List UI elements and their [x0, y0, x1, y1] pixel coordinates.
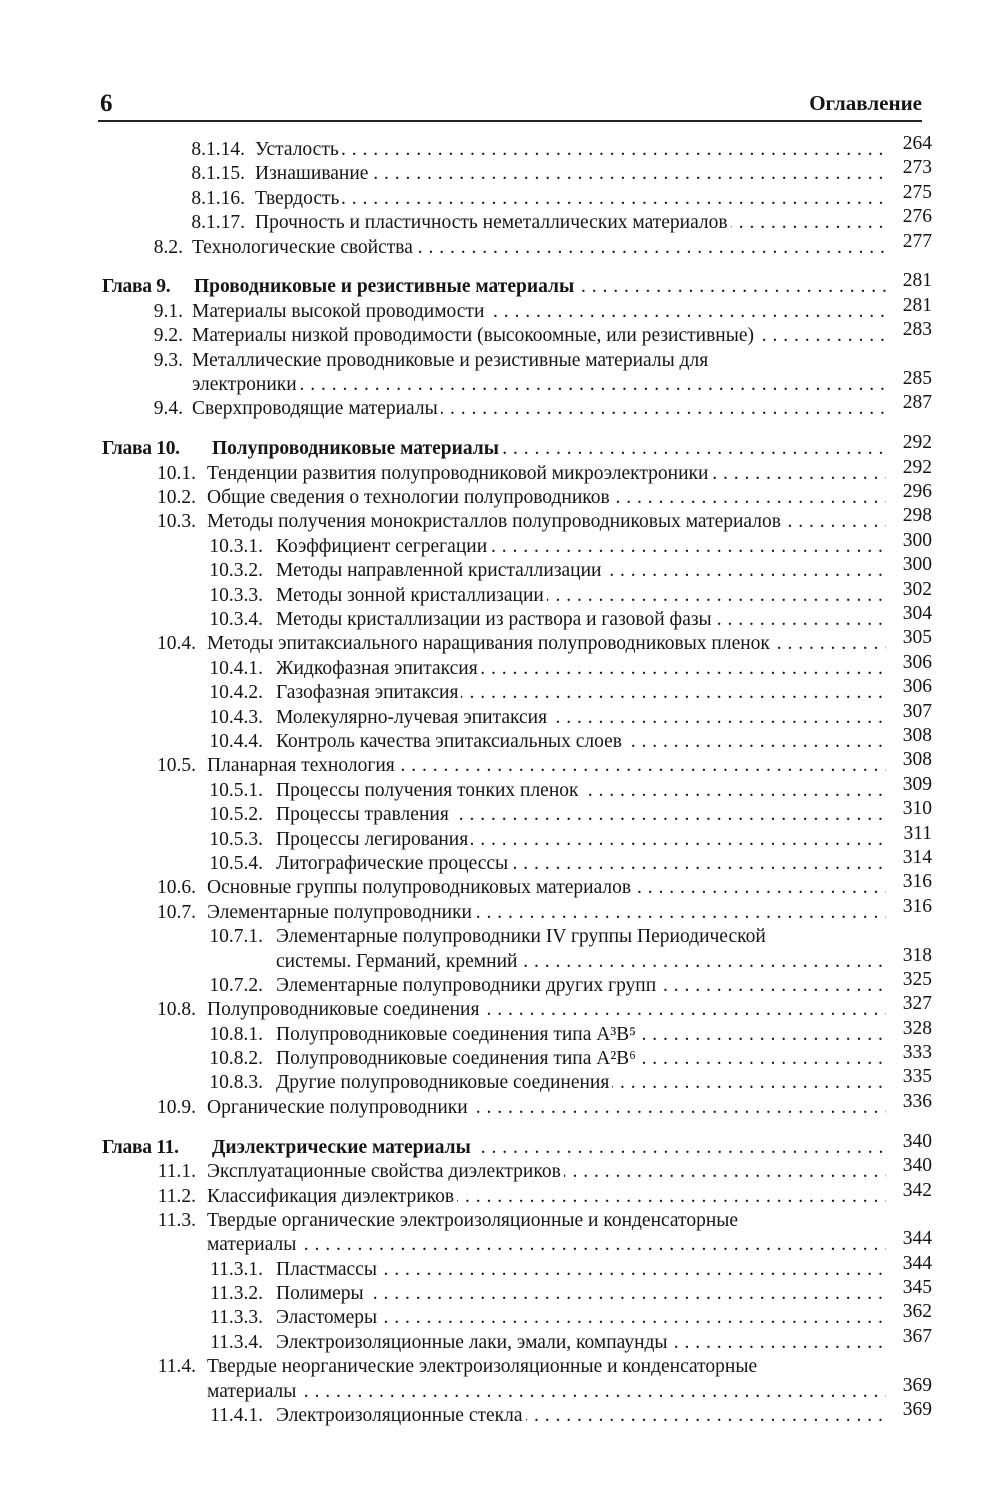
toc-entry-title-wrap: [276, 926, 932, 948]
toc-entry-number: 11.1.: [157, 1161, 196, 1183]
toc-entry-row[interactable]: [0, 578, 1000, 609]
toc-entry-title: Полимеры: [276, 1283, 367, 1304]
toc-page-number: 344: [888, 1228, 932, 1250]
toc-entry-row[interactable]: [0, 1325, 1000, 1356]
toc-entry-title-wrap: [276, 1072, 886, 1094]
toc-entry-title-wrap: [207, 1210, 932, 1232]
toc-entry-title-wrap: [276, 1024, 886, 1046]
toc-page-number: 340: [888, 1131, 932, 1153]
toc-entry-title: Полупроводниковые соединения типа A³B⁵: [276, 1024, 639, 1045]
toc-entry-number: 9.4.: [153, 398, 183, 420]
toc-entry-row[interactable]: [0, 1252, 1000, 1283]
toc-entry-title-wrap: [192, 350, 932, 372]
toc-entry-number: 10.5.4.: [209, 852, 263, 874]
toc-entry-title: Твердость: [255, 188, 342, 209]
toc-entry-title: Металлические проводниковые и резистивные материалы для: [192, 350, 711, 371]
toc-entry-number: Глава 9.: [102, 276, 171, 298]
toc-entry-row[interactable]: [0, 724, 1000, 755]
toc-entry-number: 9.2.: [153, 325, 183, 347]
table-of-contents: [0, 133, 1000, 1429]
toc-page-number: 292: [888, 432, 932, 454]
toc-page-number: 296: [888, 481, 932, 503]
toc-entry-title-wrap: [207, 487, 886, 509]
toc-entry-title: Коэффициент сегрегации: [276, 536, 490, 557]
toc-entry-title: Усталость: [255, 139, 342, 160]
toc-entry-number: Глава 11.: [102, 1136, 179, 1158]
toc-entry-row[interactable]: [0, 773, 1000, 804]
toc-entry-row[interactable]: [0, 350, 1000, 374]
toc-entry-number: 8.1.17.: [191, 212, 245, 234]
toc-entry-row[interactable]: [0, 926, 1000, 950]
toc-entry-title-wrap: [207, 1381, 886, 1403]
toc-entry-title: Элементарные полупроводники других групп: [276, 975, 659, 996]
toc-page-number: 327: [888, 993, 932, 1015]
toc-entry-title: Полупроводниковые материалы: [212, 438, 502, 459]
toc-entry-title: Прочность и пластичность неметаллических материалов: [255, 212, 731, 233]
toc-entry-number: 8.2.: [153, 236, 183, 258]
toc-entry-title: Классификация диэлектриков: [207, 1186, 457, 1207]
toc-entry-title: Методы эпитаксиального наращивания полупроводниковых пленок: [207, 633, 773, 654]
toc-entry-title: Изнашивание: [255, 163, 371, 184]
toc-entry-title-wrap: [276, 1048, 886, 1070]
toc-entry-title: Электроизоляционные стекла: [276, 1405, 526, 1426]
toc-page-number: 310: [888, 798, 932, 820]
toc-entry-title-wrap: [192, 301, 886, 323]
toc-entry-row[interactable]: [0, 368, 1000, 398]
toc-entry-title-wrap: [207, 1161, 886, 1183]
toc-entry-row[interactable]: [0, 1228, 1000, 1258]
toc-entry-title: Диэлектрические материалы: [212, 1137, 474, 1158]
toc-entry-row[interactable]: [0, 968, 1000, 999]
toc-entry-row[interactable]: [0, 1356, 1000, 1380]
toc-entry-title-wrap: [276, 1283, 886, 1305]
toc-entry-number: 10.3.4.: [209, 609, 263, 631]
toc-entry-number: 10.8.1.: [209, 1023, 263, 1045]
toc-entry-title: Процессы легирования: [276, 829, 471, 850]
toc-entry-title-wrap: [276, 853, 886, 875]
toc-entry-number: 11.3.3.: [210, 1307, 263, 1329]
toc-entry-row[interactable]: [0, 993, 1000, 1023]
toc-entry-title: Методы кристаллизации из раствора и газовой фазы: [276, 609, 715, 630]
toc-entry-title-wrap: [207, 999, 886, 1021]
toc-entry-title-wrap: [207, 1356, 932, 1378]
toc-entry-title: Полупроводниковые соединения: [207, 999, 482, 1020]
toc-entry-title: Органические полупроводники: [207, 1097, 471, 1118]
toc-entry-title: системы. Германий, кремний: [276, 951, 520, 972]
toc-entry-row[interactable]: [0, 798, 1000, 828]
toc-entry-title-wrap: [207, 1186, 886, 1208]
toc-entry-title-wrap: [276, 1259, 886, 1281]
toc-entry-number: 10.4.: [157, 633, 196, 655]
toc-entry-title-wrap: [207, 511, 886, 533]
toc-entry-title: Планарная технология: [207, 755, 398, 776]
toc-entry-number: 10.3.2.: [209, 560, 263, 582]
toc-page-number: 307: [888, 701, 932, 723]
toc-entry-row[interactable]: [0, 1017, 1000, 1048]
toc-entry-row[interactable]: [0, 1374, 1000, 1405]
toc-page-number: 302: [888, 579, 932, 601]
toc-page-number: 318: [888, 945, 932, 967]
toc-entry-title: Молекулярно-лучевая эпитаксия: [276, 707, 550, 728]
toc-entry-title: Методы получения монокристаллов полупроводниковых материалов: [207, 511, 784, 532]
toc-entry-title: материалы: [207, 1234, 299, 1255]
toc-entry-title-wrap: [276, 609, 886, 631]
toc-entry-title-wrap: [212, 1137, 886, 1159]
toc-page-number: 277: [888, 231, 932, 253]
toc-entry-row[interactable]: [0, 481, 1000, 511]
toc-entry-number: 10.7.1.: [209, 926, 263, 948]
toc-entry-number: 9.3.: [153, 349, 183, 371]
toc-entry-title-wrap: [255, 163, 886, 185]
toc-page-number: 308: [888, 725, 932, 747]
toc-entry-row[interactable]: [0, 554, 1000, 584]
toc-entry-title-wrap: [194, 276, 886, 298]
toc-entry-number: 11.4.1.: [210, 1405, 263, 1427]
toc-entry-row[interactable]: [0, 895, 1000, 926]
toc-page-number: 335: [888, 1066, 932, 1088]
toc-entry-title: Полупроводниковые соединения типа A²B⁶: [276, 1048, 639, 1069]
toc-page-number: 316: [888, 871, 932, 893]
toc-entry-number: 10.3.: [157, 511, 196, 533]
toc-entry-number: Глава 10.: [102, 438, 180, 460]
toc-page-number: 308: [888, 749, 932, 771]
toc-entry-row[interactable]: [0, 1301, 1000, 1331]
toc-entry-title: Материалы высокой проводимости: [192, 301, 487, 322]
toc-entry-row[interactable]: [0, 456, 1000, 487]
toc-entry-row[interactable]: [0, 529, 1000, 560]
toc-page-number: 309: [888, 774, 932, 796]
toc-entry-title-wrap: [276, 536, 886, 558]
toc-entry-row[interactable]: [0, 181, 1000, 212]
toc-entry-title-wrap: [207, 463, 886, 485]
toc-entry-title: Процессы травления: [276, 804, 452, 825]
toc-entry-row[interactable]: [0, 1399, 1000, 1429]
toc-entry-row[interactable]: [0, 749, 1000, 779]
toc-entry-row[interactable]: [0, 294, 1000, 325]
toc-entry-title: электроники: [192, 374, 300, 395]
toc-page-number: 311: [888, 823, 932, 845]
toc-entry-title: Проводниковые и резистивные материалы: [194, 276, 577, 297]
running-title: Оглавление: [809, 91, 922, 115]
toc-entry-number: 10.3.3.: [209, 584, 263, 606]
toc-entry-title: Основные группы полупроводниковых материалов: [207, 877, 634, 898]
toc-entry-row[interactable]: [0, 871, 1000, 901]
toc-entry-row[interactable]: [0, 392, 1000, 422]
toc-page-number: 345: [888, 1277, 932, 1299]
toc-entry-number: 8.1.14.: [191, 139, 245, 160]
toc-entry-title: Твердые неорганические электроизоляционные и конденсаторные: [207, 1356, 760, 1377]
toc-entry-title-wrap: [207, 633, 886, 655]
toc-entry-title: Общие сведения о технологии полупроводников: [207, 487, 613, 508]
toc-entry-title: Другие полупроводниковые соединения: [276, 1072, 612, 1093]
toc-page-number: 273: [888, 157, 932, 179]
toc-entry-number: 11.3.: [157, 1209, 196, 1231]
toc-page-number: 340: [888, 1155, 932, 1177]
toc-entry-number: 8.1.16.: [191, 187, 245, 209]
toc-page-number: 306: [888, 652, 932, 674]
toc-entry-title-wrap: [276, 707, 886, 729]
toc-page-number: 305: [888, 627, 932, 649]
toc-page-number: 367: [888, 1326, 932, 1348]
toc-entry-title: Твердые органические электроизоляционные и конденсаторные: [207, 1210, 741, 1231]
toc-entry-title: Электроизоляционные лаки, эмали, компаунды: [276, 1332, 671, 1353]
toc-entry-number: 10.4.3.: [209, 706, 263, 728]
toc-entry-title-wrap: [276, 682, 886, 704]
toc-entry-number: 10.5.3.: [209, 828, 263, 850]
toc-entry-number: 8.1.15.: [191, 163, 245, 185]
toc-entry-row[interactable]: [0, 1155, 1000, 1185]
toc-entry-title-wrap: [276, 1332, 886, 1354]
toc-page-number: 285: [888, 368, 932, 390]
toc-entry-title-wrap: [207, 1097, 886, 1119]
toc-entry-number: 11.4.: [157, 1356, 196, 1378]
toc-entry-number: 10.7.2.: [209, 974, 263, 996]
toc-entry-title-wrap: [276, 1405, 886, 1427]
toc-entry-title-wrap: [207, 877, 886, 899]
toc-entry-title: Эластомеры: [276, 1307, 380, 1328]
toc-page-number: 314: [888, 847, 932, 869]
toc-page-number: 304: [888, 603, 932, 625]
toc-entry-row[interactable]: [0, 1210, 1000, 1234]
toc-entry-title: Пластмассы: [276, 1259, 380, 1280]
toc-entry-title: Технологические свойства: [192, 237, 416, 258]
toc-page-number: 333: [888, 1042, 932, 1064]
toc-entry-title: Материалы низкой проводимости (высокоомные, или резистивные): [192, 325, 757, 346]
toc-chapter-row[interactable]: [0, 432, 1000, 462]
toc-entry-title-wrap: [212, 438, 886, 460]
toc-chapter-row[interactable]: [0, 1130, 1000, 1161]
toc-entry-number: 9.1.: [153, 300, 183, 322]
toc-page-number: 276: [888, 206, 932, 228]
toc-entry-row[interactable]: [0, 1042, 1000, 1072]
toc-page-number: 336: [888, 1091, 932, 1113]
toc-page-number: 342: [888, 1180, 932, 1202]
toc-entry-title-wrap: [192, 237, 886, 259]
toc-page-number: 369: [888, 1399, 932, 1421]
toc-entry-title-wrap: [255, 188, 886, 210]
toc-page-number: 275: [888, 182, 932, 204]
toc-entry-number: 10.9.: [157, 1096, 196, 1118]
toc-page-number: 281: [888, 270, 932, 292]
toc-page-number: 362: [888, 1301, 932, 1323]
toc-entry-number: 10.8.3.: [209, 1072, 263, 1094]
toc-entry-title-wrap: [207, 755, 886, 777]
toc-entry-number: 10.4.4.: [209, 730, 263, 752]
toc-page-number: 306: [888, 676, 932, 698]
toc-entry-row[interactable]: [0, 822, 1000, 853]
toc-entry-title: Жидкофазная эпитаксия: [276, 658, 481, 679]
toc-page-number: 325: [888, 969, 932, 991]
toc-entry-row[interactable]: [0, 627, 1000, 657]
toc-entry-title: Методы направленной кристаллизации: [276, 560, 605, 581]
toc-entry-number: 10.6.: [157, 877, 196, 899]
toc-entry-row[interactable]: [0, 319, 1000, 349]
toc-entry-row[interactable]: [0, 700, 1000, 731]
toc-page-number: 300: [888, 554, 932, 576]
toc-entry-number: 10.1.: [157, 462, 196, 484]
toc-entry-row[interactable]: [0, 133, 1000, 163]
toc-entry-title-wrap: [276, 560, 886, 582]
toc-entry-title-wrap: [207, 1234, 886, 1256]
toc-entry-title-wrap: [207, 902, 886, 924]
toc-entry-row[interactable]: [0, 1090, 1000, 1121]
toc-entry-title-wrap: [276, 804, 886, 826]
toc-page-number: 316: [888, 896, 932, 918]
toc-entry-title: материалы: [207, 1381, 299, 1402]
toc-entry-row[interactable]: [0, 944, 1000, 975]
toc-entry-title-wrap: [276, 1307, 886, 1329]
toc-entry-title: Процессы получения тонких пленок: [276, 780, 582, 801]
toc-entry-number: 10.7.: [157, 901, 196, 923]
toc-entry-number: 10.8.: [157, 999, 196, 1021]
toc-entry-title: Литографические процессы: [276, 853, 511, 874]
toc-entry-title: Газофазная эпитаксия: [276, 682, 461, 703]
toc-entry-number: 10.5.1.: [209, 779, 263, 801]
toc-entry-title-wrap: [276, 829, 886, 851]
toc-entry-title-wrap: [276, 975, 886, 997]
toc-entry-title-wrap: [276, 585, 886, 607]
toc-entry-number: 10.2.: [157, 487, 196, 509]
toc-entry-number: 10.4.2.: [209, 682, 263, 704]
toc-entry-title-wrap: [276, 951, 886, 973]
toc-entry-row[interactable]: [0, 505, 1000, 535]
toc-page-number: 292: [888, 457, 932, 479]
toc-entry-title-wrap: [276, 658, 886, 680]
toc-entry-number: 10.5.2.: [209, 804, 263, 826]
toc-entry-number: 11.3.2.: [210, 1283, 263, 1305]
toc-entry-row[interactable]: [0, 206, 1000, 236]
toc-entry-row[interactable]: [0, 1179, 1000, 1210]
toc-page-number: 300: [888, 530, 932, 552]
toc-entry-number: 10.8.2.: [209, 1048, 263, 1070]
toc-entry-row[interactable]: [0, 157, 1000, 187]
toc-entry-title-wrap: [255, 139, 886, 161]
toc-page-number: 369: [888, 1375, 932, 1397]
toc-entry-title: Контроль качества эпитаксиальных слоев: [276, 731, 625, 752]
page-number: 6: [100, 90, 113, 117]
toc-entry-title-wrap: [192, 325, 886, 347]
toc-entry-number: 11.3.4.: [210, 1331, 263, 1353]
toc-entry-number: 11.2.: [157, 1185, 196, 1207]
toc-page-number: 328: [888, 1018, 932, 1040]
page-header: [98, 80, 922, 122]
toc-page-number: 281: [888, 295, 932, 317]
toc-entry-row[interactable]: [0, 1277, 1000, 1307]
toc-entry-row[interactable]: [0, 1066, 1000, 1096]
toc-page-number: 283: [888, 319, 932, 341]
toc-entry-title-wrap: [192, 374, 886, 396]
toc-entry-title: Эксплуатационные свойства диэлектриков: [207, 1161, 564, 1182]
toc-page-number: 264: [888, 133, 932, 155]
toc-entry-row[interactable]: [0, 676, 1000, 706]
toc-entry-number: 10.5.: [157, 755, 196, 777]
toc-entry-title: Тенденции развития полупроводниковой микроэлектроники: [207, 463, 711, 484]
toc-entry-row[interactable]: [0, 230, 1000, 261]
toc-entry-title: Сверхпроводящие материалы: [192, 398, 441, 419]
toc-entry-title-wrap: [255, 212, 886, 234]
toc-chapter-row[interactable]: [0, 270, 1000, 300]
toc-page-number: 344: [888, 1253, 932, 1275]
toc-entry-title: Элементарные полупроводники: [207, 902, 475, 923]
toc-entry-row[interactable]: [0, 651, 1000, 682]
toc-entry-title: Элементарные полупроводники IV группы Периодической: [276, 926, 769, 947]
toc-entry-title: Методы зонной кристаллизации: [276, 585, 547, 606]
toc-page-number: 298: [888, 505, 932, 527]
toc-entry-title-wrap: [276, 731, 886, 753]
toc-entry-number: 10.4.1.: [209, 657, 263, 679]
toc-page-number: 287: [888, 392, 932, 414]
toc-entry-title-wrap: [192, 398, 886, 420]
toc-entry-number: 10.3.1.: [209, 535, 263, 557]
toc-entry-title-wrap: [276, 780, 886, 802]
toc-entry-row[interactable]: [0, 603, 1000, 633]
toc-entry-row[interactable]: [0, 846, 1000, 877]
toc-entry-number: 11.3.1.: [210, 1258, 263, 1280]
